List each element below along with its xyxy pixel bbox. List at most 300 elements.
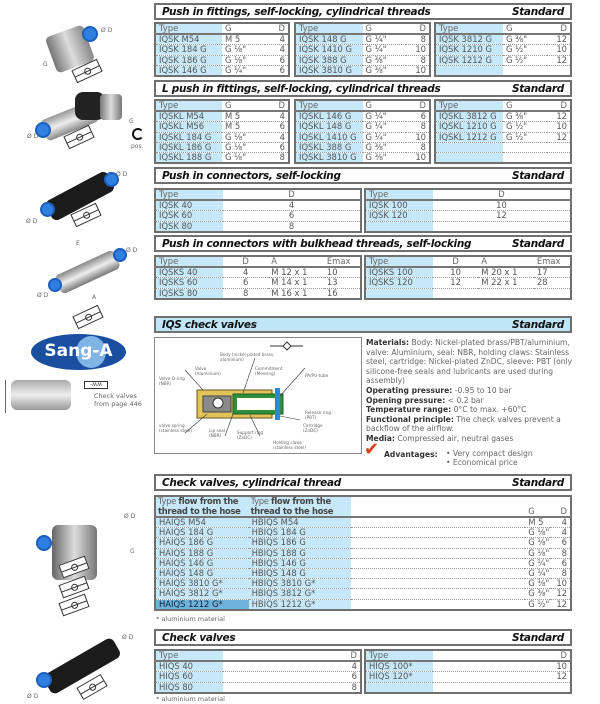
footnote: * aluminium material <box>156 695 225 703</box>
table-row <box>155 558 571 568</box>
table-cell: 12 <box>433 211 571 221</box>
table-row <box>295 55 430 65</box>
table-cell <box>435 65 503 76</box>
standard-badge: Standard <box>511 82 564 95</box>
table-cell: HAIQS 3810 G* <box>155 579 249 589</box>
table-cell: G ¼" <box>363 111 406 122</box>
table-header-row <box>155 256 361 267</box>
section-header-l-push-in-fittings <box>154 80 572 97</box>
table-cell: 28 <box>534 278 571 288</box>
table-cell: 4 <box>550 528 571 538</box>
section-header-push-in-fittings <box>154 3 572 20</box>
table-row <box>295 45 430 55</box>
table-cell: 17 <box>534 267 571 278</box>
table-cell: 10 <box>550 579 571 589</box>
table-header-row <box>365 256 571 267</box>
standard-badge: Standard <box>511 631 564 644</box>
table-cell: G ½" <box>503 45 547 55</box>
table-cell: G ⅛" <box>525 528 550 538</box>
column-header: D <box>265 100 289 111</box>
dimension-label: Ø D <box>124 513 136 520</box>
table-row <box>155 599 571 610</box>
header-flow: flow from the thread to the hose <box>158 496 241 516</box>
table-cell <box>351 558 526 568</box>
table-cell: IQSK 388 G <box>295 55 363 65</box>
table-cell: 8 <box>351 682 357 692</box>
table-row <box>155 34 289 45</box>
table-cell <box>503 153 547 164</box>
section-header-iqs-check-valves <box>154 316 572 333</box>
table-cell: M 12 x 1 <box>268 267 324 278</box>
spec-table <box>294 22 431 77</box>
table-cell: IQSKL 1210 G <box>435 122 503 132</box>
table-header-row <box>295 100 430 111</box>
table-row <box>155 200 361 211</box>
table-row <box>435 132 571 142</box>
table-cell: IQSK 1212 G <box>435 55 503 65</box>
column-header: Type <box>155 100 222 111</box>
blue-collet-icon <box>82 26 98 42</box>
table-row <box>155 569 571 579</box>
table-cell: G ⅜" <box>503 34 547 45</box>
table-cell: G ½" <box>503 132 547 142</box>
table-row <box>155 288 361 299</box>
standard-badge: Standard <box>511 169 564 182</box>
table-row <box>155 589 571 599</box>
table-cell: 6 <box>265 55 289 65</box>
column-header <box>249 496 351 517</box>
table-cell: G ¼" <box>525 569 550 579</box>
table-cell: IQSKS 100 <box>365 267 433 278</box>
column-header: D <box>550 496 571 517</box>
table-cell: 8 <box>550 548 571 558</box>
column-header: D <box>433 650 571 661</box>
table-row <box>295 65 430 76</box>
column-header: G <box>525 496 550 517</box>
table-row <box>155 122 289 132</box>
advantages-label: Advantages: <box>384 449 438 459</box>
table-cell: 4 <box>265 111 289 122</box>
dimension-label: Ø D <box>37 292 49 299</box>
dimension-label: A <box>92 294 97 301</box>
table-cell <box>547 142 571 152</box>
column-header: Type <box>435 23 503 34</box>
operating-pressure-value: -0.95 to 10 bar <box>454 385 512 395</box>
table-cell <box>351 548 526 558</box>
dimension-label: E <box>76 240 80 247</box>
table-cell <box>351 528 526 538</box>
dimension-label: Ø D <box>27 133 39 140</box>
opening-pressure-label: Opening pressure: <box>366 395 446 405</box>
principle-value: The check valves prevent a backflow of the airflow. <box>366 414 561 434</box>
table-cell: IQSK 3810 G <box>295 65 363 76</box>
dimension-label: Ø D <box>122 634 134 641</box>
table-cell: HIQS 100* <box>365 661 433 672</box>
table-cell <box>503 142 547 152</box>
section-header-push-in-connectors <box>154 167 572 184</box>
table-row <box>365 682 571 693</box>
table-row <box>155 221 361 232</box>
dimension-label: G <box>130 548 135 555</box>
spec-table <box>294 99 431 164</box>
table-row <box>295 153 430 164</box>
dimension-label: Ø D <box>101 27 113 34</box>
column-header: Emax <box>324 256 361 267</box>
table-cell <box>433 221 571 232</box>
table-cell: G ⅜" <box>363 142 406 152</box>
column-header: G <box>363 23 406 34</box>
table-cell: IQSKL 1212 G <box>435 132 503 142</box>
column-header: G <box>503 100 547 111</box>
column-header: Type <box>155 189 223 200</box>
spec-table <box>434 22 572 77</box>
table-cell <box>478 288 534 299</box>
table-cell: 10 <box>433 267 478 278</box>
table-cell: 4 <box>265 34 289 45</box>
table-row <box>155 672 361 682</box>
label-support-ring: Support ring (ZnDC) <box>237 430 264 440</box>
table-cell: G ⅜" <box>363 55 406 65</box>
table-cell: IQSKS 40 <box>155 267 223 278</box>
table-row <box>365 221 571 232</box>
table-cell: 10 <box>415 152 426 163</box>
section-title: Check valves <box>162 631 236 644</box>
spec-table <box>154 255 362 300</box>
table-cell: HAIQS M54 <box>155 517 249 528</box>
table-cell: G ½" <box>503 122 547 132</box>
table-cell: 4 <box>550 517 571 528</box>
column-header: D <box>406 23 430 34</box>
table-cell: G ½" <box>503 55 547 65</box>
table-cell: IQSKL M54 <box>155 111 222 122</box>
spec-table <box>154 188 362 233</box>
table-cell: 12 <box>550 589 571 599</box>
table-row <box>155 55 289 65</box>
table-cell: M 14 x 1 <box>268 278 324 288</box>
table-cell: 10 <box>547 45 571 55</box>
table-cell: IQSK 184 G <box>155 45 222 55</box>
section-header-bulkhead-connectors <box>154 235 572 252</box>
table-cell <box>351 517 526 528</box>
table-cell <box>534 288 571 299</box>
dimension-label: Ø D <box>26 218 38 225</box>
table-cell: G ¼" <box>363 132 406 142</box>
spec-table <box>154 649 362 694</box>
table-cell: 6 <box>265 122 289 132</box>
temperature-value: 0°C to max. +60°C <box>453 405 527 415</box>
table-cell: G ⅜" <box>503 111 547 122</box>
table-cell: 12 <box>433 278 478 288</box>
footnote: * aluminium material <box>156 615 225 623</box>
column-header: Type <box>295 23 363 34</box>
table-cell: 6 <box>223 672 361 682</box>
header-type: Type <box>158 496 177 506</box>
section-title: IQS check valves <box>162 318 257 331</box>
table-cell: HBIQS 146 G <box>249 558 351 568</box>
table-cell: 6 <box>550 538 571 548</box>
table-cell: IQSK 146 G <box>155 65 222 76</box>
advantage-item: • Economical price <box>446 458 518 468</box>
table-cell: HIQS 60 <box>155 672 223 682</box>
table-cell: M 5 <box>222 122 265 132</box>
spec-table <box>434 99 572 164</box>
table-cell: 10 <box>406 132 430 142</box>
table-cell: G ¼" <box>525 558 550 568</box>
table-row <box>155 142 289 152</box>
table-cell: IQSKL 188 G <box>155 153 222 164</box>
dimension-label: Ø D <box>27 693 39 700</box>
column-header: Type <box>155 23 222 34</box>
dimension-label: G <box>43 61 48 68</box>
table-row <box>155 111 289 122</box>
table-row <box>435 142 571 152</box>
label-spring: valve spring (stainless steel) <box>159 423 193 433</box>
table-cell: 10 <box>547 122 571 132</box>
table-cell: IQSK 120 <box>365 211 433 221</box>
table-cell <box>365 288 433 299</box>
table-cell: 8 <box>242 288 249 298</box>
table-cell <box>435 142 503 152</box>
check-valve-description <box>366 338 576 471</box>
table-cell: IQSKS 120 <box>365 278 433 288</box>
table-header-row <box>155 100 289 111</box>
section-title: Push in fittings, self-locking, cylindrical threads <box>162 5 431 18</box>
table-row <box>155 548 571 558</box>
table-cell: 6 <box>223 211 361 221</box>
advantage-item: • Very compact design <box>446 448 533 458</box>
table-cell: G ¼" <box>363 45 406 55</box>
table-cell: HBIQS 184 G <box>249 528 351 538</box>
table-cell <box>435 153 503 164</box>
cross-reference-link[interactable]: Check valves from page 446 <box>94 392 142 408</box>
section-title: Check valves, cylindrical thread <box>162 476 341 489</box>
table-row <box>295 34 430 45</box>
table-cell: HBIQS 148 G <box>249 569 351 579</box>
table-cell: 10 <box>433 661 571 672</box>
table-row <box>155 65 289 76</box>
table-cell: 8 <box>288 221 295 231</box>
table-cell: G ¼" <box>363 34 406 45</box>
table-cell: IQSKL 388 G <box>295 142 363 152</box>
column-header: D <box>223 256 268 267</box>
elbow-thread <box>100 94 122 120</box>
table-cell: HIQS 120* <box>365 672 433 682</box>
table-cell: 4 <box>223 267 268 278</box>
table-cell: 8 <box>406 55 430 65</box>
table-header-row <box>155 23 289 34</box>
table-cell: IQSKL 148 G <box>295 122 363 132</box>
blue-collet-icon <box>40 202 55 217</box>
blue-collet-icon <box>36 535 52 551</box>
materials-value: Body: Nickel-plated brass/PBT/aluminium, valve: Aluminium, seal: NBR, holding claws: Stainless steel, cartridge: Nickel-plated ZnDC, sleeve: PBT (only silicone-free seals and lubricants are used during assembly) <box>366 338 573 386</box>
table-cell: IQSK 80 <box>155 221 223 232</box>
section-header-check-valves-thread <box>154 474 572 491</box>
table-cell: IQSKL 146 G <box>295 111 363 122</box>
blue-collet-icon <box>48 278 62 292</box>
table-header-row <box>155 496 571 517</box>
table-cell: HBIQS M54 <box>249 517 351 528</box>
table-cell <box>433 288 478 299</box>
table-cell: 13 <box>324 278 361 288</box>
dimension-label: Ø D <box>126 247 138 254</box>
table-cell: 8 <box>406 142 430 152</box>
label-holding-claws: Holding claws (stainless steel) <box>273 440 307 450</box>
column-header: Type <box>365 650 433 661</box>
table-cell: HAIQS 186 G <box>155 538 249 548</box>
table-cell <box>351 589 526 599</box>
table-cell: 4 <box>223 661 361 672</box>
column-header: D <box>433 256 478 267</box>
table-row <box>155 517 571 528</box>
table-cell: 6 <box>550 558 571 568</box>
table-cell <box>547 153 571 164</box>
table-cell <box>365 221 433 232</box>
table-row <box>365 278 571 288</box>
table-cell: HBIQS 3812 G* <box>249 589 351 599</box>
label-body: Body (nickel-plated brass, aluminium) <box>220 352 275 362</box>
opening-pressure-value: < 0.2 bar <box>447 395 484 405</box>
table-cell: M 16 x 1 <box>271 288 308 298</box>
bulkhead-connector-image <box>54 249 121 295</box>
label-lip-seal: Lip seal (NBR) <box>209 428 225 438</box>
table-cell: HAIQS 146 G <box>155 558 249 568</box>
table-cell: IQSK 60 <box>155 211 223 221</box>
standard-badge: Standard <box>511 237 564 250</box>
column-header: Type <box>295 100 363 111</box>
label-cartridge: Cartridge (ZnDC) <box>303 423 323 433</box>
table-cell: 12 <box>547 55 571 65</box>
column-header: G <box>222 23 265 34</box>
table-row <box>435 111 571 122</box>
table-cell: 12 <box>547 111 571 122</box>
table-cell: 6 <box>223 278 268 288</box>
table-cell: HAIQS 3812 G* <box>155 589 249 599</box>
spec-table <box>364 649 572 694</box>
header-flow: flow from the thread to the hose <box>250 496 334 516</box>
table-header-row <box>155 650 361 661</box>
table-cell: G ⅜" <box>525 579 550 589</box>
table-cell: M 5 <box>222 111 265 122</box>
column-header: G <box>503 23 547 34</box>
dimension-label: Ø D <box>116 171 128 178</box>
column-header: D <box>223 189 361 200</box>
materials-label: Materials: <box>366 338 410 347</box>
table-cell: G ⅛" <box>525 538 550 548</box>
label-valve-oring: Valve O-ring (NBR) <box>159 376 185 386</box>
label-release-ring: Release ring (PBT) <box>305 410 331 420</box>
check-valve-diagram <box>154 337 362 454</box>
spec-table <box>364 255 572 300</box>
column-header: Type <box>365 256 433 267</box>
section-header-check-valves <box>154 629 572 646</box>
standard-badge: Standard <box>511 318 564 331</box>
table-cell: G ¼" <box>225 65 247 75</box>
table-cell: IQSKS 60 <box>155 278 223 288</box>
table-cell: 4 <box>223 200 361 211</box>
table-cell: IQSKL 1410 G <box>295 132 363 142</box>
table-cell: IQSK 1410 G <box>295 45 363 55</box>
table-cell: 6 <box>406 111 430 122</box>
table-cell: G ⅛" <box>222 55 265 65</box>
column-header <box>351 496 526 517</box>
table-cell: 12 <box>547 34 571 45</box>
table-cell: 8 <box>406 122 430 132</box>
spec-table <box>364 188 572 233</box>
table-row <box>365 267 571 278</box>
table-cell: HIQS 40 <box>155 661 223 672</box>
table-row <box>435 34 571 45</box>
table-cell: HIQS 80 <box>155 682 223 693</box>
table-cell: 8 <box>406 34 430 45</box>
header-type: Type <box>250 496 269 506</box>
column-header: Type <box>155 650 223 661</box>
table-row <box>295 132 430 142</box>
label-valve: Valve (Aluminium) <box>195 366 221 376</box>
table-row <box>365 672 571 682</box>
threaded-check-valve-image <box>11 380 71 410</box>
position-label: pos. <box>131 143 144 150</box>
table-row <box>155 45 289 55</box>
temperature-label: Temperature range: <box>366 405 452 415</box>
table-cell: 12 <box>433 672 571 682</box>
table-cell: G ⅛" <box>222 132 265 142</box>
table-cell: 8 <box>550 569 571 579</box>
media-label: Media: <box>366 433 395 443</box>
table-cell: IQSK 186 G <box>155 55 222 65</box>
media-value: Compressed air, neutral gases <box>397 433 514 443</box>
table-cell: G ½" <box>528 599 550 609</box>
cross-reference-box <box>5 380 151 413</box>
table-cell: HAIQS 188 G <box>155 548 249 558</box>
table-cell: IQSKL 3812 G <box>435 111 503 122</box>
table-row <box>365 661 571 672</box>
table-cell: G ⅜" <box>365 152 387 163</box>
table-cell: IQSK 1210 G <box>435 45 503 55</box>
standard-badge: Standard <box>511 5 564 18</box>
column-header: A <box>478 256 534 267</box>
table-cell: G ⅜" <box>525 589 550 599</box>
table-cell <box>365 682 433 693</box>
column-header <box>155 496 249 517</box>
table-row <box>155 682 361 693</box>
table-cell: HBIQS 186 G <box>249 538 351 548</box>
table-row <box>295 142 430 152</box>
table-row <box>295 122 430 132</box>
table-cell: G ⅜" <box>365 65 387 75</box>
table-cell: HBIQS 188 G <box>249 548 351 558</box>
dimension-label: G <box>129 118 134 125</box>
table-cell: 16 <box>326 288 338 298</box>
table-cell <box>433 682 571 693</box>
table-cell: HBIQS 3810 G* <box>249 579 351 589</box>
table-cell: G ⅛" <box>225 152 247 163</box>
table-cell: M 5 <box>222 34 265 45</box>
label-commitment: Commitment (Messing) <box>255 366 283 376</box>
table-header-row <box>295 23 430 34</box>
table-cell: HAIQS 148 G <box>155 569 249 579</box>
table-cell: 6 <box>265 142 289 152</box>
column-header: D <box>223 650 361 661</box>
spec-table <box>154 22 290 77</box>
column-header: Type <box>365 189 433 200</box>
section-title: L push in fittings, self-locking, cylindrical threads <box>162 82 441 95</box>
table-row <box>155 132 289 142</box>
table-cell <box>503 65 547 76</box>
table-row <box>435 122 571 132</box>
table-cell: IQSKL 186 G <box>155 142 222 152</box>
table-cell <box>351 569 526 579</box>
table-header-row <box>365 650 571 661</box>
